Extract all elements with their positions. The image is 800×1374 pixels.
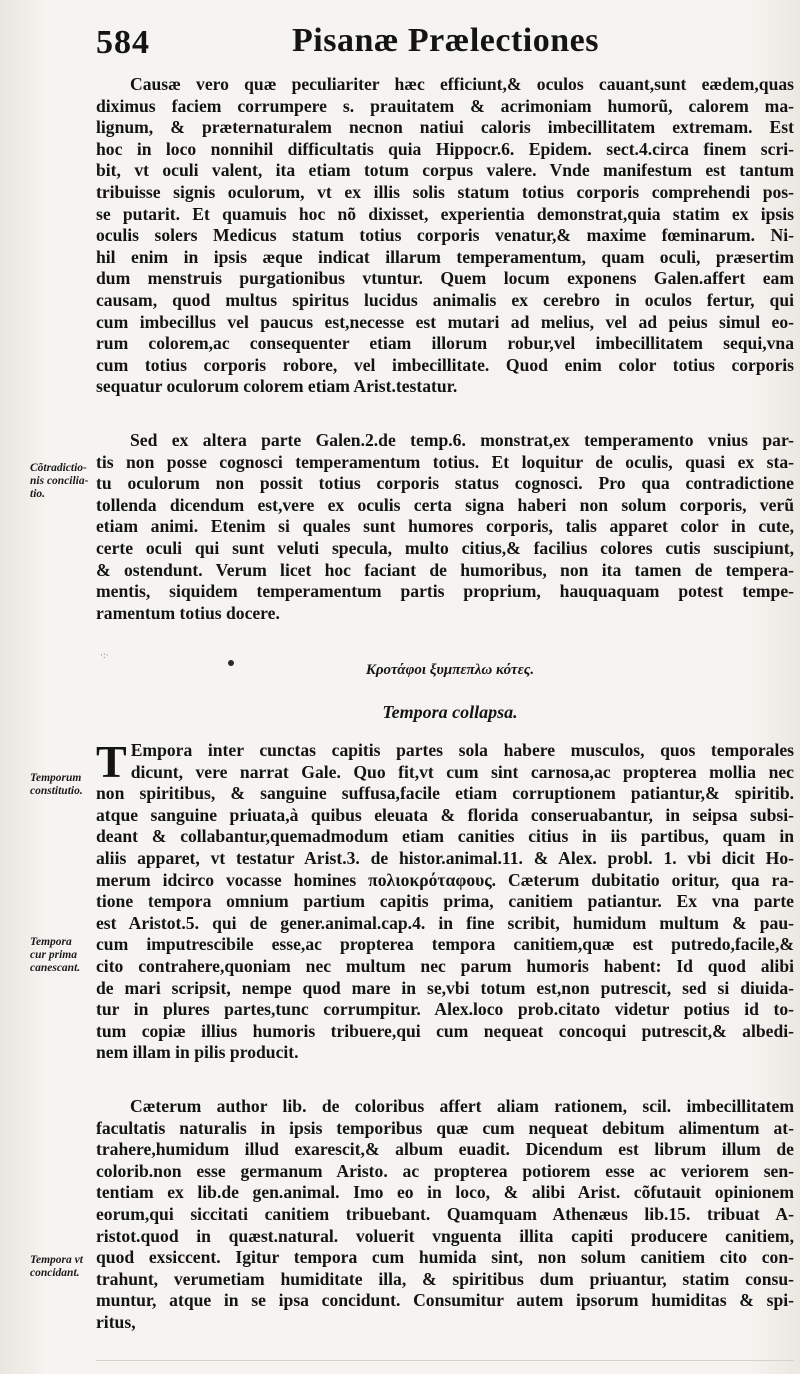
text-line: & ostendunt. Verum licet hoc faciant de humoribus, non ita tamen de tempera- <box>96 559 794 580</box>
paragraph-causae <box>96 74 794 398</box>
text-line: de mari scripsit, nempe quod mare in se,vbi totum est,non putrescit, sed si diuida- <box>96 977 794 998</box>
marginal-note-concidant <box>30 1254 94 1280</box>
page-number: 584 <box>96 24 150 61</box>
text-line: trahunt, verumetiam humiditate illa, & spiritibus dum priuantur, statim consu- <box>96 1268 794 1289</box>
text-line: quod exsiccent. Igitur tempora cum humida sint, non solum canitiem cito con- <box>96 1247 794 1268</box>
text-line: cum imbecillus vel paucus est,necesse est mutari ad melius, vel ad peius simul eo- <box>96 311 794 332</box>
paragraph-tempora <box>96 736 794 1064</box>
text-line: dicunt, vere narrat Gale. Quo fit,vt cum sint carnosa,ac propterea mollia nec <box>130 761 794 782</box>
text-line: colorib.non esse germanum Aristo. ac propterea potiorem esse ac veriorem sen- <box>96 1160 794 1181</box>
marginal-line: Tempora vt <box>30 1254 83 1266</box>
drop-capital: T <box>96 736 127 787</box>
text-line: deant & collabantur,quemadmodum etiam canities citius in iis partibus, quam in <box>96 826 794 847</box>
page-bottom-edge <box>96 1360 794 1361</box>
marginal-line: tio. <box>30 488 46 500</box>
marginal-line: Cõtradictio- <box>30 462 87 474</box>
text-line: hoc in loco nonnihil difficultatis quia Hippocr.6. Epidem. sect.4.circa finem scri- <box>96 138 794 159</box>
text-line: sequatur oculorum colorem etiam Arist.testatur. <box>96 376 458 397</box>
text-line: oculis solers Medicus statum totius corporis venatur,& maxime fœminarum. Ni- <box>96 225 794 246</box>
text-line: ritus, <box>96 1311 136 1332</box>
paragraph-author-de-coloribus <box>96 1096 794 1334</box>
text-line: tum copiæ illius humoris tribuere,qui cum nequeat concoqui putrescit,& albedi- <box>96 1020 794 1041</box>
marginal-line: Tempora <box>30 936 72 948</box>
ink-spot <box>228 660 234 666</box>
text-line: tu oculorum non possit totius corporis status cognosci. Pro qua contradictione <box>96 473 794 494</box>
text-line: cito contrahere,quoniam nec multum nec parum humoris habent: Id quod alibi <box>96 955 794 976</box>
greek-heading: Κροτάφοι ξυμπεπλω κότες. <box>365 662 535 678</box>
text-line: lignum, & præternaturalem necnon natiui caloris imbecillitatem extremam. Est <box>96 117 794 138</box>
marginal-note-cur-prima <box>30 936 94 975</box>
text-line: Empora inter cunctas capitis partes sola habere musculos, quos temporales <box>130 740 794 760</box>
text-line: tis non posse cognosci temperamentum totius. Et loquitur de oculis, quasi ex sta- <box>96 451 794 472</box>
running-title: Pisanæ Prælectiones <box>292 22 599 59</box>
marginal-line: concidant. <box>30 1267 80 1279</box>
marginal-line: canescant. <box>30 962 81 974</box>
text-line: non spiritibus, & sanguine suffusa,facile etiam corruptionem patiantur,& spiritib. <box>96 783 794 804</box>
text-line: bit, vt oculi valent, ita etiam totum corpus valere. Vnde manifestum est tantum <box>96 160 794 181</box>
text-line: causam, quod multus spiritus lucidus animalis ex cerebro in oculos fertur, qui <box>96 289 794 310</box>
text-line: facultatis naturalis in ipsis temporibus quæ cum nequeat debitum alimentum at- <box>96 1117 794 1138</box>
marginal-line: cur prima <box>30 949 77 961</box>
marginal-note-contradictio <box>30 462 94 501</box>
text-line: dum menstruis purgationibus vtuntur. Quem locum exponens Galen.affert eam <box>96 268 794 289</box>
text-line: aliis apparet, vt testatur Arist.3. de histor.animal.11. & Alex. probl. 1. vbi dicit Ho- <box>96 847 794 868</box>
text-line: tione tempora omnium partium capitis prima, canitiem patiantur. Ex vna parte <box>96 891 794 912</box>
marginal-line: constitutio. <box>30 785 83 797</box>
text-line: tentiam ex lib.de gen.animal. Imo eo in loco, & alibi Arist. cõfutauit opinionem <box>96 1182 794 1203</box>
text-line: Sed ex altera parte Galen.2.de temp.6. monstrat,ex temperamento vnius par- <box>130 430 794 450</box>
text-line: rum colorem,ac consequenter etiam illorum robur,vel imbecillitatem sequi,vna <box>96 333 794 354</box>
text-line: tur in plures partes,tunc corrumpitur. Alex.loco prob.citato videtur potius id to- <box>96 999 794 1020</box>
text-line: ristot.quod in quæst.natural. voluerit vnguenta illita capiti producere canitiem, <box>96 1225 794 1246</box>
text-line: diximus faciem corrumpere s. prauitatem & acrimoniam humorũ, calorem ma- <box>96 95 794 116</box>
text-line: hil enim in ipsis æque indicat illarum temperamentum, quam oculi, præsertim <box>96 246 794 267</box>
text-line: Cæterum author lib. de coloribus affert aliam rationem, scil. imbecillitatem <box>130 1096 794 1116</box>
text-line: certe oculi qui sunt veluti specula, multo citius,& facilius colores cutis suscipiunt, <box>96 537 794 558</box>
ink-speck: ·:· <box>100 650 109 660</box>
text-line: nem illam in pilis producit. <box>96 1042 299 1063</box>
text-line: tollenda dicendum est,vere ex oculis certa signa haberi non solum corporis, verũ <box>96 494 794 515</box>
text-line: cum imputrescibile esse,ac propterea tempora canitiem,quæ est putredo,facile,& <box>96 934 794 955</box>
text-line: se putarit. Et quamuis hoc nõ dixisset, experientia demonstrat,quia statim ex ipsis <box>96 203 794 224</box>
section-heading: Tempora collapsa. <box>382 702 518 722</box>
text-line: merum idcirco vocasse homines πολιοκρόταφους. Cæterum dubitatio oritur, qua ra- <box>96 869 794 890</box>
text-line: atque sanguine priuata,à quibus eleuata & florida conseruabantur, in seipsa subsi- <box>96 804 794 825</box>
marginal-note-temporum <box>30 772 94 798</box>
text-line: mentis, siquidem temperamentum partis proprium, hauquaquam potest tempe- <box>96 581 794 602</box>
marginal-line: nis concilia- <box>30 475 89 487</box>
text-line: Causæ vero quæ peculiariter hæc efficiunt,& oculos cauant,sunt eædem,quas <box>130 74 794 94</box>
text-line: muntur, atque in se ipsa concidunt. Consumitur autem ipsorum humiditas & spi- <box>96 1290 794 1311</box>
text-line: etiam animi. Etenim si quales sunt humores corporis, talis apparet color in cute, <box>96 516 794 537</box>
text-line: cum totius corporis robore, vel imbecillitate. Quod enim color totius corporis <box>96 354 794 375</box>
text-line: ramentum totius docere. <box>96 602 280 623</box>
marginal-line: Temporum <box>30 772 82 784</box>
text-line: est Aristot.5. qui de gener.animal.cap.4. in fine scribit, humidum multum & pau- <box>96 912 794 933</box>
text-line: tribuisse signis oculorum, vt ex illis solis statum totius corporis comprehendi pos- <box>96 181 794 202</box>
text-line: eorum,qui siccitati canitiem tribuebant. Quamquam Athenæus lib.15. tribuat A- <box>96 1203 794 1224</box>
text-line: trahere,humidum illud exarescit,& album euadit. Dicendum est librum illum de <box>96 1139 794 1160</box>
page-header <box>0 18 800 68</box>
paragraph-galen-contradiction <box>96 430 794 624</box>
